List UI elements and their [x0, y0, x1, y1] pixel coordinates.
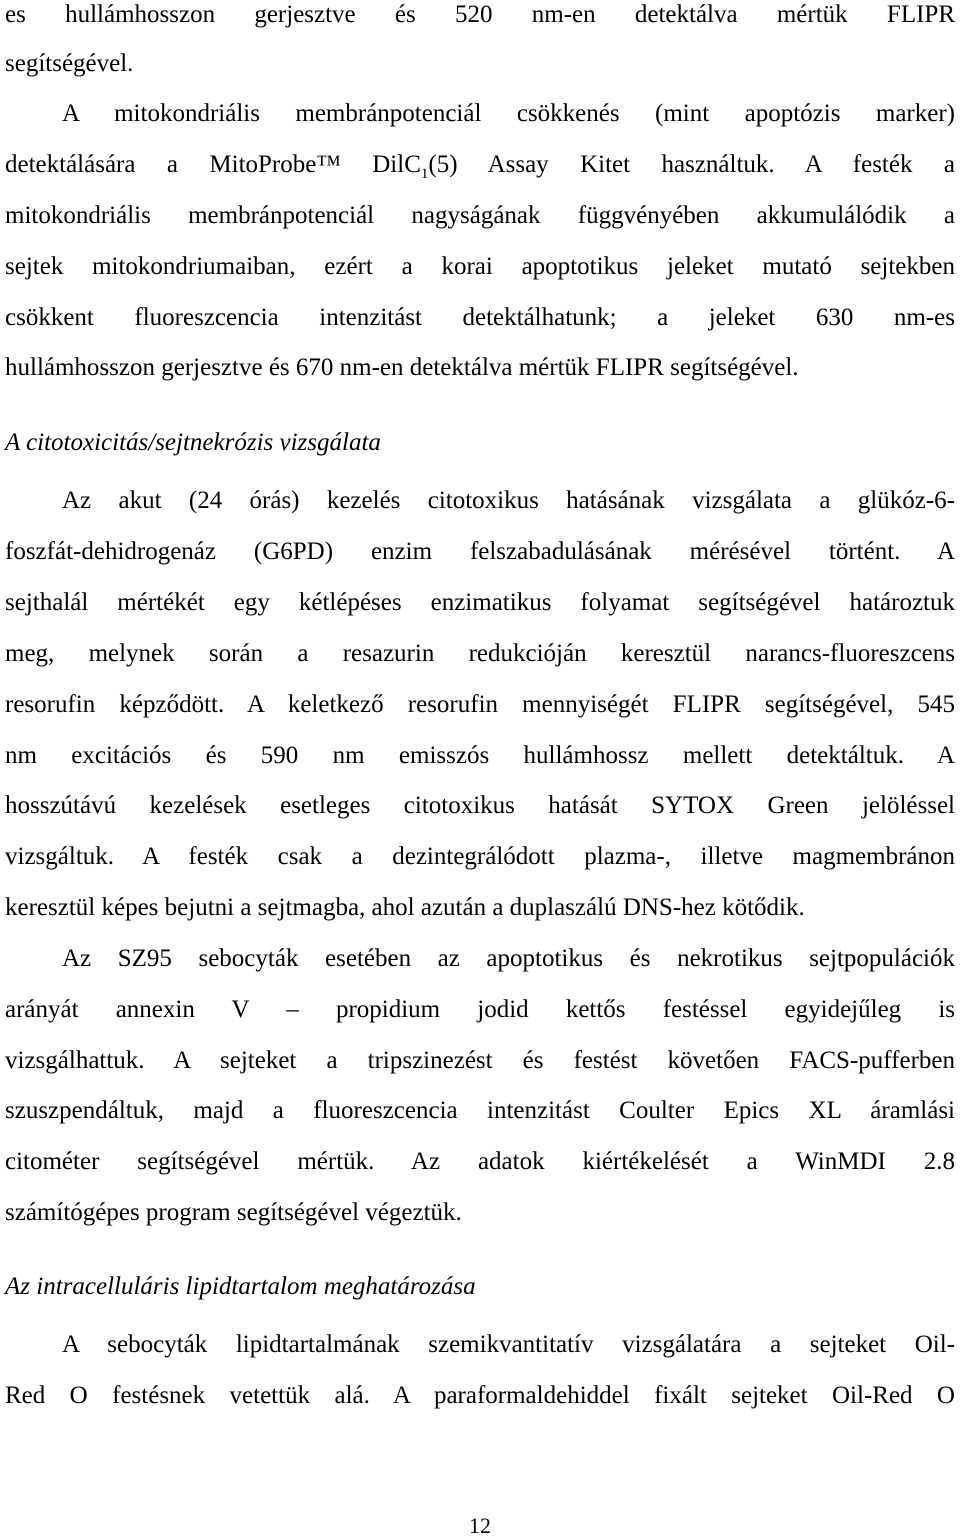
text-line: hosszútávú kezelések esetleges citotoxikus hatását SYTOX Green jelöléssel	[5, 792, 955, 819]
page-number: 12	[469, 1513, 491, 1538]
text-line: vizsgáltuk. A festék csak a dezintegrálódott plazma-, illetve magmembránon	[5, 843, 955, 870]
text-line-with-subscript	[5, 148, 955, 182]
subscript: 1	[420, 166, 429, 182]
text-line: segítségével.	[5, 50, 134, 77]
text-line: es hullámhosszon gerjesztve és 520 nm-en detektálva mértük FLIPR	[5, 1, 955, 28]
section-heading: A citotoxicitás/sejtnekrózis vizsgálata	[5, 429, 381, 456]
text-line: nm excitációs és 590 nm emisszós hullámhossz mellett detektáltuk. A	[5, 742, 955, 769]
text-line: A sebocyták lipidtartalmának szemikvantitatív vizsgálatára a sejteket Oil-	[62, 1331, 955, 1358]
text-line: A mitokondriális membránpotenciál csökkenés (mint apoptózis marker)	[62, 100, 955, 127]
section-heading: Az intracelluláris lipidtartalom meghatározása	[5, 1273, 476, 1300]
text-line: sejtek mitokondriumaiban, ezért a korai apoptotikus jeleket mutató sejtekben	[5, 253, 955, 280]
text-line: szuszpendáltuk, majd a fluoreszcencia intenzitást Coulter Epics XL áramlási	[5, 1097, 955, 1124]
text-fragment: detektálására a MitoProbe™ DilC	[5, 151, 421, 178]
text-fragment: (5) Assay Kitet használtuk. A festék a	[428, 151, 955, 178]
text-line: arányát annexin V – propidium jodid kettős festéssel egyidejűleg is	[5, 996, 955, 1023]
text-line: vizsgálhattuk. A sejteket a tripszinezést és festést követően FACS-pufferben	[5, 1047, 955, 1074]
text-line: Az SZ95 sebocyták esetében az apoptotikus és nekrotikus sejtpopulációk	[62, 945, 955, 972]
text-line: citométer segítségével mértük. Az adatok kiértékelését a WinMDI 2.8	[5, 1148, 955, 1175]
text-line: resorufin képződött. A keletkező resorufin mennyiségét FLIPR segítségével, 545	[5, 691, 955, 718]
text-line: hullámhosszon gerjesztve és 670 nm-en detektálva mértük FLIPR segítségével.	[5, 354, 799, 381]
text-line: Az akut (24 órás) kezelés citotoxikus hatásának vizsgálata a glükóz-6-	[62, 487, 955, 514]
text-line: csökkent fluoreszcencia intenzitást detektálhatunk; a jeleket 630 nm-es	[5, 304, 955, 331]
text-line: keresztül képes bejutni a sejtmagba, ahol azután a duplaszálú DNS-hez kötődik.	[5, 894, 805, 921]
text-line: számítógépes program segítségével végeztük.	[5, 1199, 462, 1226]
text-line: foszfát-dehidrogenáz (G6PD) enzim felszabadulásának mérésével történt. A	[5, 538, 955, 565]
text-line: mitokondriális membránpotenciál nagyságának függvényében akkumulálódik a	[5, 202, 955, 229]
text-line: meg, melynek során a resazurin redukcióján keresztül narancs-fluoreszcens	[5, 640, 955, 667]
text-line: sejthalál mértékét egy kétlépéses enzimatikus folyamat segítségével határoztuk	[5, 589, 955, 616]
text-line: Red O festésnek vetettük alá. A paraformaldehiddel fixált sejteket Oil-Red O	[5, 1382, 955, 1409]
